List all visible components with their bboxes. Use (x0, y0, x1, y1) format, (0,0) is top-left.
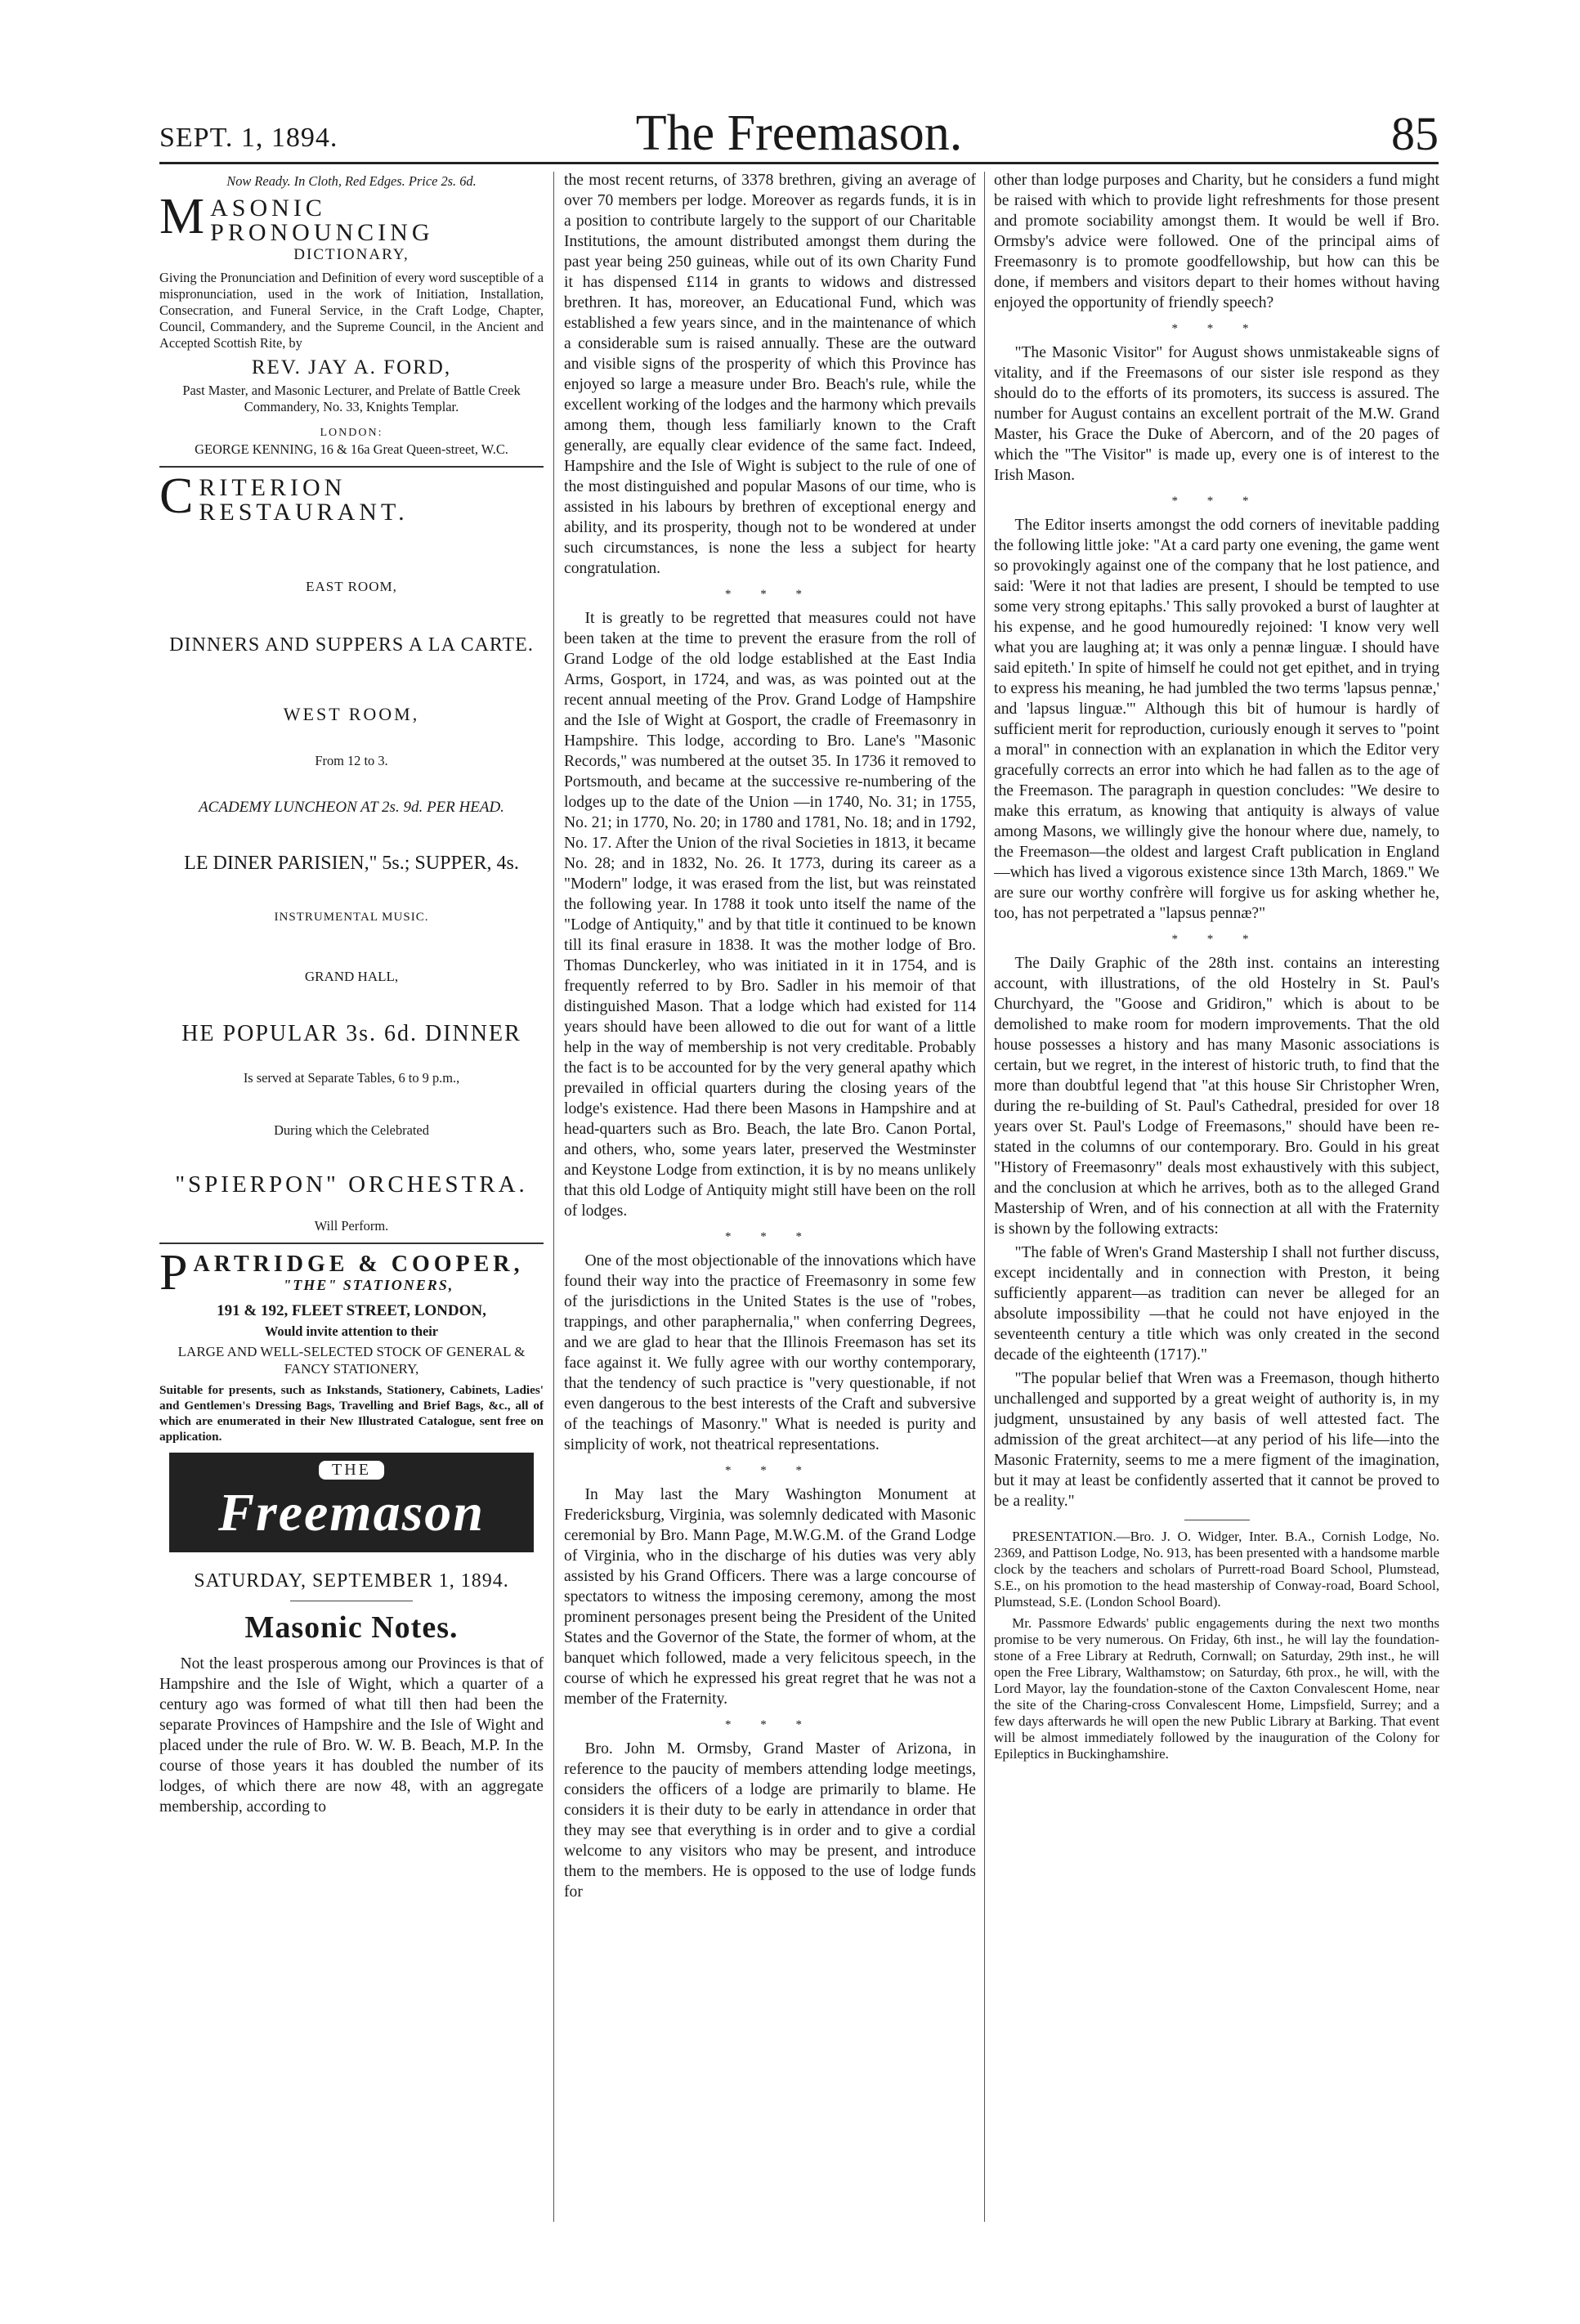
col3-paragraph-4: The Daily Graphic of the 28th inst. contains an interesting account, with illustrations, of the old Hostelry in St. Paul's Churchyard, the "Goose and Gridiron," which is about to be demolished to make room for modern improvements. That the old house possesses a history and has many Masonic associations is certain, but we regret, in the interest of historic truth, to find that the more than doubtful legend that "at this house Sir Christopher Wren, during the re-building of St. Paul's Cathedral, presided for over 18 years over St. Paul's Lodge of Freemasons," should have been re-stated in the columns of our contemporary. Bro. Gould in his great "History of Freemasonry" deals most exhaustively with this subject, and the conclusion at which he arrives, both as to the alleged Grand Mastership of Wren, and of his connection at all with the Fraternity is shown by the following extracts: (994, 955, 1439, 1238)
col2-paragraph-2: It is greatly to be regretted that measures could not have been taken at the time to prevent the erasure from the roll of Grand Lodge of the old lodge established at the East India Arms, Gosport, in 1724, and was, as was pointed out at the recent annual meeting of the Prov. Grand Lodge of Hampshire and the Isle of Wight at Gosport, the cradle of Freemasonry in Hampshire. This lodge, according to Bro. Lane's "Masonic Records," was numbered at the outset 35. In 1736 it removed to Portsmouth, and became at the successive re-numbering of the lodges up to the date of the Union —in 1740, No. 31; in 1755, No. 21; in 1770, No. 20; in 1780 and 1781, No. 18; and in 1792, No. 17. After the Union of the rival Societies in 1813, it became No. 28; and in 1832, No. 26. It 1773, during its career as a "Modern" lodge, it was erased from the list, but was reinstated the following year. In 1788 it took unto itself the name of the "Lodge of Antiquity," and by that title it continued to be known till its final erasure in 1838. It was the mother lodge of Bro. Thomas Dunckerley, who was initiated in it in 1754, and is frequently referred to by Bro. Sadler in his memoir of that distinguished Mason. That a lodge which had existed for 114 years should have been allowed to die out for want of a little help in the way of membership is not very creditable. Probably the fact is to be accounted for by the very general apathy which prevailed in official quarters during the closing years of the lodge's existence. Had there been Masons in Hampshire and at head-quarters such as Bro. Beach, the late Bro. Canon Portal, and others, who, some years later, preserved the Westminster and Keystone Lodge from extinction, it is by no means unlikely that this old Lodge of Antiquity might still have been on the roll of lodges. (564, 610, 976, 1220)
criterion-diner: LE DINER PARISIEN," 5s.; SUPPER, 4s. (184, 853, 519, 874)
criterion-perform: Will Perform. (314, 1218, 389, 1234)
col2-paragraph-3: One of the most objectionable of the innovations which have found their way into the practice of Freemasonry in some few of the jurisdictions in the United States is the use of "robes, trappings, and other paraphernalia," when conferring Degrees, and we are glad to hear that the Illinois Freemason has set its face against it. We fully agree with our worthy contemporary, that the tendency of such practice is "very questionable, if not even dangerous to the best interests of the Craft and subversive of the teachings of Masonry." What is needed is purity and simplicity of work, not theatrical representations. (564, 1252, 976, 1453)
criterion-title (159, 468, 544, 526)
col3-quote-2: "The popular belief that Wren was a Freemason, though hitherto unchallenged and supported by a great weight of authority is, in my judgment, unsustained by any basis of well attested fact. The admission of the great architect—at any period of his life—into the Masonic Fraternity, seems to me a mere figment of the imagination, but it may at least be confidently asserted that it cannot be proved to be a reality." (994, 1370, 1439, 1510)
partridge-title-text: ARTRIDGE & COOPER, (193, 1252, 524, 1277)
column-divider-2 (984, 172, 985, 2222)
dictionary-author: REV. JAY A. FORD, (251, 356, 452, 378)
criterion-music: INSTRUMENTAL MUSIC. (274, 911, 429, 924)
newspaper-title: The Freemason. (635, 105, 963, 161)
header-rule (159, 162, 1439, 164)
criterion-dinners: DINNERS AND SUPPERS A LA CARTE. (169, 634, 534, 656)
criterion-popular: HE POPULAR 3s. 6d. DINNER (181, 1021, 521, 1046)
column-1 (159, 170, 544, 2226)
page-number: 85 (1391, 107, 1439, 160)
criterion-dropcap: C (159, 468, 198, 524)
section-stars: * * * (725, 1718, 815, 1731)
col3-paragraph-2: "The Masonic Visitor" for August shows unmistakeable signs of vitality, and if the Freemasons of our sister isle respond as they should do to the efforts of its promoters, its success is assured. The number for August contains an excellent portrait of the M.W. Grand Master, his Grace the Duke of Abercorn, and of the 20 pages of which the "The Visitor" is made up, every one is of interest to the Irish Mason. (994, 344, 1439, 484)
dictionary-subtitle: DICTIONARY, (293, 246, 410, 263)
partridge-subtitle: "THE" STATIONERS, (283, 1277, 454, 1293)
dictionary-author-desc: Past Master, and Masonic Lecturer, and Prelate of Battle Creek Commandery, No. 33, Knights Templar. (182, 383, 521, 414)
masthead-the: THE (319, 1461, 384, 1480)
criterion-served: Is served at Separate Tables, 6 to 9 p.m., (243, 1070, 460, 1086)
partridge-address: 191 & 192, FLEET STREET, LONDON, (217, 1302, 486, 1319)
ad-divider-2 (159, 1243, 544, 1244)
partridge-suitable: Suitable for presents, such as Inkstands, Stationery, Cabinets, Ladies' and Gentlemen's Dressing Bags, Travelling and Brief Bags, &c., all of which are enumerated in their New Illustrated Catalogue, sent free on application. (159, 1383, 544, 1444)
section-stars: * * * (1171, 495, 1262, 508)
section-stars: * * * (725, 1230, 815, 1243)
dictionary-dropcap: M (159, 189, 209, 244)
criterion-grand-hall: GRAND HALL, (304, 969, 399, 984)
col2-paragraph-4: In May last the Mary Washington Monument at Fredericksburg, Virginia, was solemnly dedicated with Masonic ceremonial by Bro. Mann Page, M.W.G.M. of the Grand Lodge of Virginia, who in the discharge of his duties was very ably assisted by his Grand Officers. There was a large concourse of spectators to witness the imposing ceremony, among the most prominent personages present being the President of the United States and the Governor of the State, the former of whom, at the banquet which followed, made a very felicitous speech, in the course of which he expressed his great regret that he was not a member of the Fraternity. (564, 1486, 976, 1708)
freemason-masthead (169, 1453, 534, 1552)
ad-divider (159, 466, 544, 468)
col3-quote-1: "The fable of Wren's Grand Mastership I shall not further discuss, except incidentally and in connection with Preston, it being sufficiently apparent—as tradition can never be alleged for an absolute impossibility —that he could not have enjoyed in the seventeenth century a title which was only created in the second decade of the eighteenth (1717)." (994, 1244, 1439, 1364)
section-title: Masonic Notes. (244, 1610, 459, 1645)
partridge-dropcap: P (159, 1245, 192, 1301)
article-paragraph: Not the least prosperous among our Provinces is that of Hampshire and the Isle of Wight, which a quarter of a century ago was formed of what till then had been the separate Provinces of Hampshire and the Isle of Wight and placed under the rule of Bro. W. W. B. Beach, M.P. In the course of those years it has doubled the number of its lodges, of which there are now 48, with an aggregate membership, according to (159, 1655, 544, 1816)
dictionary-publisher: GEORGE KENNING, 16 & 16a Great Queen-street, W.C. (195, 441, 508, 457)
column-2 (564, 170, 976, 2226)
col3-paragraph-1: other than lodge purposes and Charity, but he considers a fund might be raised with which to provide light refreshments for those present and promote sociability amongst them. It would be well if Bro. Ormsby's advice were followed. One of the principal aims of Freemasonry is to promote goodfellowship, but how can this be done, if members and visitors depart to their homes without having enjoyed the opportunity of friendly speech? (994, 172, 1439, 311)
criterion-during: During which the Celebrated (274, 1122, 429, 1138)
section-stars: * * * (1171, 322, 1262, 335)
dictionary-title (159, 189, 544, 246)
criterion-orchestra: "SPIERPON" ORCHESTRA. (175, 1171, 528, 1198)
dictionary-title-text: ASONIC PRONOUNCING (210, 195, 434, 246)
partridge-invite: Would invite attention to their (264, 1323, 439, 1339)
section-stars: * * * (725, 588, 815, 601)
edwards-notice: Mr. Passmore Edwards' public engagements during the next two months promise to be very numerous. On Friday, 6th inst., he will lay the foundation-stone of a Free Library at Redruth, Cornwall; on Saturday, 29th inst., he will open the Free Library, Walthamstow; on Saturday, 6th prox., he will, with the Lord Mayor, lay the foundation-stone of the Caxton Convalescent Home, near the site of the Charing-cross Convalescent Home, Limpsfield, Surrey; and a few days afterwards he will open the new Public Library at Barking. That event will be almost immediately followed by the inauguration of the Colony for Epileptics in Buckinghamshire. (994, 1615, 1439, 1762)
dictionary-london: LONDON: (320, 427, 383, 439)
partridge-stock: LARGE AND WELL-SELECTED STOCK OF GENERAL & FANCY STATIONERY, (177, 1344, 526, 1377)
criterion-west-room: WEST ROOM, (283, 704, 420, 724)
col1-article (159, 1654, 544, 1817)
page-header (159, 105, 1439, 170)
issue-date: SATURDAY, SEPTEMBER 1, 1894. (194, 1570, 509, 1592)
col3-paragraph-3: The Editor inserts amongst the odd corners of inevitable padding the following little joke: "At a card party one evening, the game went so provokingly against one of the company that he lost patience, and said: 'Were it not that ladies are present, I should be tempted to use some very strong epitaphs.' This sally provoked a burst of laughter at his expense, and he good humouredly rejoined: 'I know very well what you are laughing at; it was only a pennæ linguæ. I should have said epiteth.' In spite of himself he could not get epithet, and in trying to express his meaning, he had jumbled the two terms 'lapsus pennæ,' and 'lapsus linguæ.'" Although this bit of humour is hardly of sufficient merit for reproduction, curiously enough it serves to "point a moral" in connection with an explanation in which the Editor very gracefully corrects an error into which he had fallen as to the age of the Freemason. The paragraph in question concludes: "We desire to make this erratum, as knowing that antiquity is always of value among Masons, we willingly give the honour where due, namely, to the Freemason—the oldest and largest Craft publication in England—which has lived a vigorous existence since 13th March, 1869." We are sure our worthy confrère will forgive us for asking whether he, too, has not perpetrated a "lapsus pennæ?" (994, 517, 1439, 922)
col2-paragraph-1: the most recent returns, of 3378 brethren, giving an average of over 70 members per lodge. Moreover as regards funds, it is in a position to contribute largely to the support of our Charitable Institutions, the amount distributed amongst them during the past year being 250 guineas, while out of its own Charity Fund it has dispensed £114 in grants to widows and distressed brethren. It has, moreover, an Educational Fund, which was established a few years since, and in the maintenance of which a considerable sum is raised annually. These are the outward and visible signs of the prosperity of which this Province has enjoyed so large a measure under Bro. Beach's rule, while the excellent working of the lodges and the harmony which prevails among them, though less familiarly known to the Craft generally, are equally clear evidence of the same fact. Indeed, Hampshire and the Isle of Wight is subject to the rule of one of the most distinguished and popular Masons of our time, who is assisted in his labours by brethren of exceptional energy and ability, and its prosperity, though not to be wondered at under such circumstances, is none the less a subject for hearty congratulation. (564, 172, 976, 577)
issue-date-header: SEPT. 1, 1894. (159, 123, 338, 153)
criterion-from: From 12 to 3. (315, 753, 388, 768)
criterion-title-text: RITERION RESTAURANT. (199, 474, 409, 526)
criterion-luncheon: ACADEMY LUNCHEON AT 2s. 9d. PER HEAD. (199, 799, 504, 816)
masthead-name: Freemason (217, 1483, 486, 1543)
col2-paragraph-5: Bro. John M. Ormsby, Grand Master of Arizona, in reference to the paucity of members attending lodge meetings, considers the officers of a lodge are primarily to blame. He considers it is their duty to be early in attendance in order that they may see that everything is in order and to give a cordial welcome to any visitors who may be present, and introduce them to the members. He is opposed to the use of lodge funds for (564, 1740, 976, 1901)
column-3 (994, 170, 1439, 2226)
criterion-east-room: EAST ROOM, (306, 579, 397, 594)
column-divider-1 (553, 172, 554, 2222)
dictionary-now-ready: Now Ready. In Cloth, Red Edges. Price 2s. 6d. (226, 173, 477, 189)
section-stars: * * * (1171, 933, 1262, 946)
section-stars: * * * (725, 1464, 815, 1477)
dictionary-description: Giving the Pronunciation and Definition of every word susceptible of a mispronunciation, used in the work of Initiation, Installation, Consecration, and Funeral Service, in the Craft Lodge, Chapter, Council, Commandery, and the Supreme Council, in the Ancient and Accepted Scottish Rite, by (159, 270, 544, 351)
presentation-notice: PRESENTATION.—Bro. J. O. Widger, Inter. B.A., Cornish Lodge, No. 2369, and Pattison Lodge, No. 913, has been presented with a handsome marble clock by the teachers and scholars of Purrett-road Board School, Plumstead, S.E., on his promotion to the head mastership of Conway-road, Board School, Plumstead, S.E. (London School Board). (994, 1529, 1439, 1610)
